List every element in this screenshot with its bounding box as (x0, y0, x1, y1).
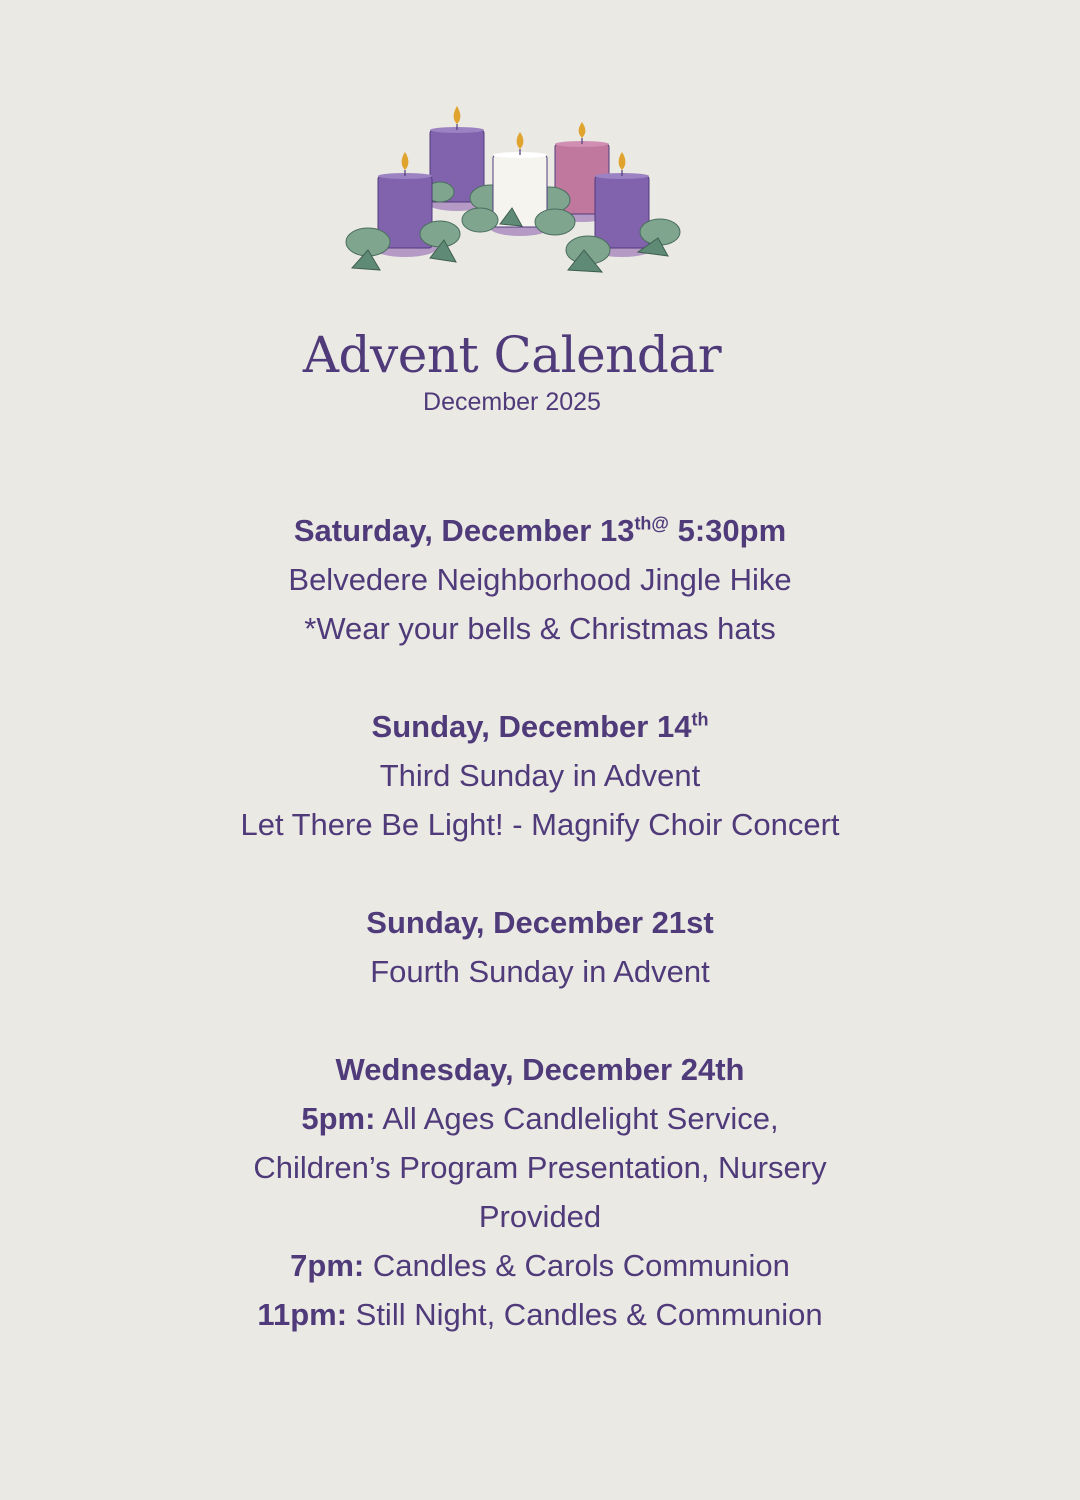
flame-icon (619, 152, 626, 170)
event-line: Fourth Sunday in Advent (370, 954, 710, 989)
event-dec-14 (0, 702, 1080, 849)
events-list (0, 506, 1080, 1388)
event-line: Third Sunday in Advent (379, 758, 701, 793)
event-heading: Sunday, December 21st (366, 905, 714, 940)
event-heading: Saturday, December $13^{th@}$ 5:30pm (293, 513, 787, 548)
service-time: 11pm: (257, 1297, 348, 1332)
advent-wreath-icon (340, 100, 685, 280)
page-title: Advent Calendar (302, 326, 722, 384)
event-dec-21 (0, 898, 1080, 996)
event-line: Belvedere Neighborhood Jingle Hike (288, 562, 792, 597)
flame-icon (517, 132, 524, 149)
event-heading: Sunday, December 14th (371, 709, 709, 744)
service-line: Provided (478, 1199, 602, 1234)
flame-icon (579, 122, 586, 138)
event-dec-24 (0, 1045, 1080, 1339)
event-line: *Wear your bells & Christmas hats (304, 611, 776, 646)
service-line: 11pm: Still Night, Candles & Communion (257, 1297, 823, 1332)
service-line: 7pm: Candles & Carols Communion (290, 1248, 790, 1283)
service-line: Children’s Program Presentation, Nursery (253, 1150, 827, 1185)
service-line: 5pm: All Ages Candlelight Service, (301, 1101, 779, 1136)
service-time: 5pm: (301, 1101, 376, 1136)
service-time: 7pm: (290, 1248, 365, 1283)
flame-icon (402, 152, 409, 170)
event-line: Let There Be Light! - Magnify Choir Concert (240, 807, 840, 842)
flame-icon (454, 106, 461, 124)
page-subtitle: December 2025 (423, 388, 601, 416)
event-heading: Wednesday, December 24th (335, 1052, 745, 1087)
event-dec-13 (0, 506, 1080, 653)
